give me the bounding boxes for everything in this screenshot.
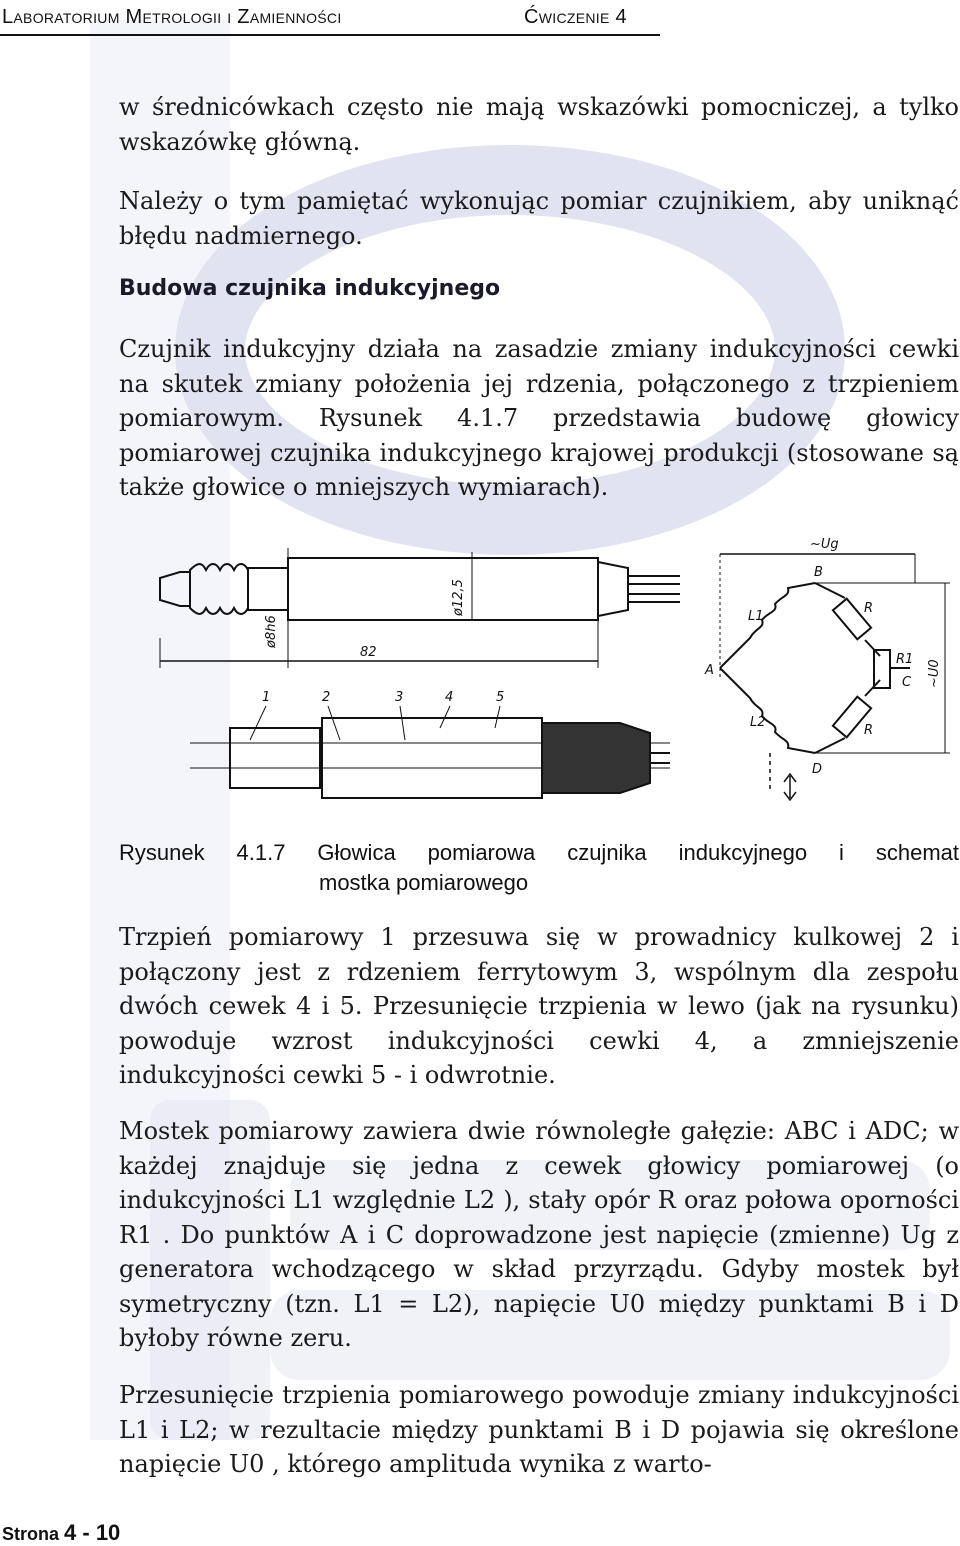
part-number-1: 1 <box>262 690 271 705</box>
bridge-branch-ad <box>720 668 815 753</box>
label-r1: R1 <box>896 652 914 667</box>
lab-title: Laboratorium Metrologii i Zamienności <box>2 6 342 28</box>
label-ug: ~Ug <box>810 537 839 552</box>
header-rule <box>0 34 660 36</box>
guide-housing <box>230 728 320 788</box>
label-b: B <box>814 565 823 580</box>
dim-diameter-small: ø8h6 <box>264 615 279 648</box>
caption-line-1: Rysunek 4.1.7 Głowica pomiarowa czujnika indukcyjnego i schemat <box>119 840 959 865</box>
caption-line-2: mostka pomiarowego <box>319 870 529 895</box>
coil-housing <box>322 718 542 798</box>
dim-diameter-large: ø12,5 <box>451 579 466 616</box>
label-u0: ~U0 <box>927 659 942 688</box>
page-header <box>0 4 660 36</box>
bellows-outline <box>190 564 248 614</box>
label-a: A <box>705 663 714 678</box>
label-l2: L2 <box>750 715 766 730</box>
part-number-3: 3 <box>395 690 404 705</box>
label-c: C <box>902 675 912 690</box>
label-r-top: R <box>864 601 874 616</box>
part-number-2: 2 <box>322 690 331 705</box>
part-number-5: 5 <box>496 690 505 705</box>
figure-measuring-head <box>150 528 960 808</box>
cable-sleeve <box>542 723 650 793</box>
exercise-label: Ćwiczenie 4 <box>524 6 627 28</box>
dim-length: 82 <box>360 645 377 660</box>
part-number-4: 4 <box>445 690 454 705</box>
label-r-bottom: R <box>864 723 874 738</box>
paragraph-principle: Czujnik indukcyjny działa na zasadzie zmiany indukcyjności cewki na skutek zmiany położenia jej rdzenia, połączonego z trzpieniem pomiarowym. Rysunek 4.1.7 przedstawia budowę głowicy pomiarowej czujnika indukcyjnego krajowej produkcji (stosowane są także głowice o mniejszych wymiarach). <box>119 335 959 501</box>
bridge-branch-ab <box>720 583 815 668</box>
label-l1: L1 <box>748 609 764 624</box>
sensor-housing <box>288 558 598 620</box>
paragraph-bridge: Mostek pomiarowy zawiera dwie równoległe gałęzie: ABC i ADC; w każdej znajduje się jedna z cewek głowicy pomiarowej (o indukcyjności L1 względnie L2 ), stały opór R oraz połowa oporności R1 . Do punktów A i C doprowadzone jest napięcie (zmienne) Ug z generatora wchodzącego w skład przyrządu. Gdyby mostek był symetryczny (tzn. L1 = L2), napięcie U0 między punktami B i D byłoby równe zeru. <box>119 1117 959 1352</box>
footer-page-number: 4 - 10 <box>64 1520 121 1545</box>
resistor-r1 <box>874 650 890 688</box>
section-heading: Budowa czujnika indukcyjnego <box>119 276 501 301</box>
sensor-shaft <box>248 568 288 610</box>
paragraph-displacement: Przesunięcie trzpienia pomiarowego powoduje zmiany indukcyjności L1 i L2; w rezultacie między punktami B i D pojawia się określone napięcie U0 , którego amplituda wynika z warto- <box>119 1381 959 1478</box>
paragraph-intro: w średnicówkach często nie mają wskazówki pomocniczej, a tylko wskazówkę główną. <box>119 93 959 156</box>
figure-caption <box>119 838 959 898</box>
sensor-taper <box>598 562 628 616</box>
page-footer <box>2 1520 120 1546</box>
paragraph-warning: Należy o tym pamiętać wykonując pomiar czujnikiem, aby uniknąć błędu nadmiernego. <box>119 187 959 250</box>
footer-label: Strona <box>2 1524 60 1544</box>
paragraph-operation: Trzpień pomiarowy 1 przesuwa się w prowadnicy kulkowej 2 i połączony jest z rdzeniem ferrytowym 3, wspólnym dla zespołu dwóch cewek 4 i 5. Przesunięcie trzpienia w lewo (jak na rysunku) powoduje wzrost indukcyjności cewki 4, a zmniejszenie indukcyjności cewki 5 - i odwrotnie. <box>119 923 959 1089</box>
label-d: D <box>812 762 823 777</box>
sensor-body-outline <box>160 572 190 606</box>
